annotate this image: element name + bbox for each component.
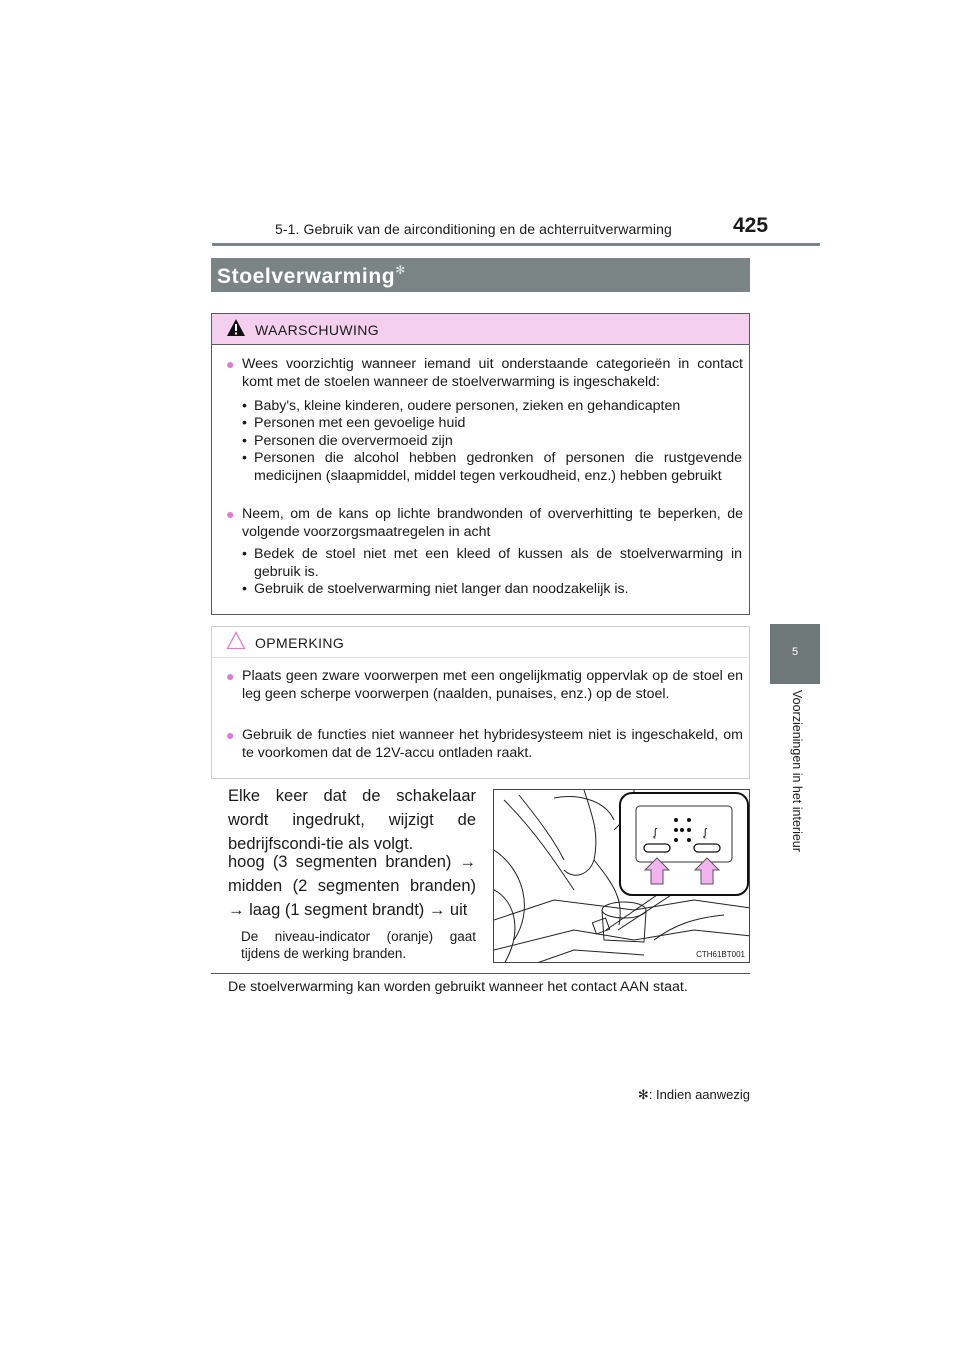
warning-subitem: • Personen met een gevoelige huid xyxy=(242,415,466,431)
warning-box xyxy=(211,313,750,615)
warning-subitem-text: Personen met een gevoelige huid xyxy=(254,415,466,431)
optional-star-icon: ✻ xyxy=(395,263,406,277)
figure-code: CTH61BT001 xyxy=(696,950,745,959)
warning-subitem-text: Personen die oververmoeid zijn xyxy=(254,433,453,449)
warning-triangle-icon xyxy=(226,318,246,337)
running-header: 5-1. Gebruik van de airconditioning en de achterruitverwarming xyxy=(275,221,672,237)
footnote: ✻: Indien aanwezig xyxy=(637,1087,750,1102)
section-heading xyxy=(211,258,750,292)
svg-text:ᶘ: ᶘ xyxy=(654,826,657,839)
caution-outline-icon xyxy=(226,631,246,650)
chapter-tab: 5 xyxy=(770,624,820,684)
note-item-1 xyxy=(226,668,743,703)
bullet-icon: ● xyxy=(226,506,235,522)
chapter-label xyxy=(787,690,803,880)
indicator-note: De niveau-indicator (oranje) gaat tijdens de werking branden. xyxy=(241,929,476,961)
section-end-rule xyxy=(211,973,750,974)
header-rule xyxy=(212,243,820,246)
warning-subitem-text: Personen die alcohol hebben gedronken of personen die rustgevende medicijnen (slaapmiddel, middel tegen verkoudheid, enz.) hebben gebruikt xyxy=(254,450,742,484)
warning-subitem: • Personen die oververmoeid zijn xyxy=(242,433,453,449)
note-item-2 xyxy=(226,727,743,762)
warning-item-1-text: Wees voorzichtig wanneer iemand uit onderstaande categorieën in contact komt met de stoelen wanneer de stoelverwarming is ingeschakeld: xyxy=(242,356,743,390)
svg-text:ᶘ: ᶘ xyxy=(704,826,707,839)
warning-item-2 xyxy=(226,506,743,541)
intro-paragraph: Elke keer dat de schakelaar wordt ingedrukt, wijzigt de bedrijfscondi-tie als volgt. xyxy=(228,787,476,853)
warning-label: WAARSCHUWING xyxy=(255,322,380,338)
page-number: 425 xyxy=(733,214,769,237)
note-box xyxy=(211,626,750,779)
note-item-2-text: Gebruik de functies niet wanneer het hybridesysteem niet is ingeschakeld, om te voorkomen dat de 12V-accu ontladen raakt. xyxy=(242,727,743,761)
warning-item-1 xyxy=(226,356,743,391)
chapter-label-text: Voorzieningen in het interieur xyxy=(790,690,804,852)
note-header xyxy=(212,627,749,658)
note-label: OPMERKING xyxy=(255,635,345,651)
seat-heater-illustration xyxy=(493,789,750,963)
note-item-1-text: Plaats geen zware voorwerpen met een ongelijkmatig oppervlak op de stoel en leg geen scherpe voorwerpen (naalden, punaises, enz.) op de stoel. xyxy=(242,668,743,702)
bullet-icon: ● xyxy=(226,356,235,372)
bullet-icon: ● xyxy=(226,727,235,743)
warning-subitem: • Bedek de stoel niet met een kleed of kussen als de stoelverwarming in gebruik is. xyxy=(242,546,742,580)
console-drawing xyxy=(494,790,750,963)
warning-subitem-text: Bedek de stoel niet met een kleed of kussen als de stoelverwarming in gebruik is. xyxy=(254,546,742,580)
level-sequence: hoog (3 segmenten branden) → midden (2 segmenten branden) → laag (1 segment brandt) → uit xyxy=(228,853,476,919)
section-title: Stoelverwarming xyxy=(217,265,396,288)
bullet-icon: ● xyxy=(226,668,235,684)
warning-subitem-text: Gebruik de stoelverwarming niet langer dan noodzakelijk is. xyxy=(254,581,629,597)
ignition-note: De stoelverwarming kan worden gebruikt wanneer het contact AAN staat. xyxy=(228,979,688,995)
warning-header xyxy=(212,314,749,345)
warning-subitem: • Gebruik de stoelverwarming niet langer dan noodzakelijk is. xyxy=(242,581,629,597)
warning-subitem-text: Baby's, kleine kinderen, oudere personen, zieken en gehandicapten xyxy=(254,398,681,414)
warning-item-2-text: Neem, om de kans op lichte brandwonden of oververhitting te beperken, de volgende voorzorgsmaatregelen in acht xyxy=(242,506,743,540)
warning-subitem: • Baby's, kleine kinderen, oudere personen, zieken en gehandicapten xyxy=(242,398,681,414)
warning-subitem: • Personen die alcohol hebben gedronken of personen die rustgevende medicijnen (slaapmiddel, middel tegen verkoudheid, enz.) hebben gebruikt xyxy=(242,450,742,484)
